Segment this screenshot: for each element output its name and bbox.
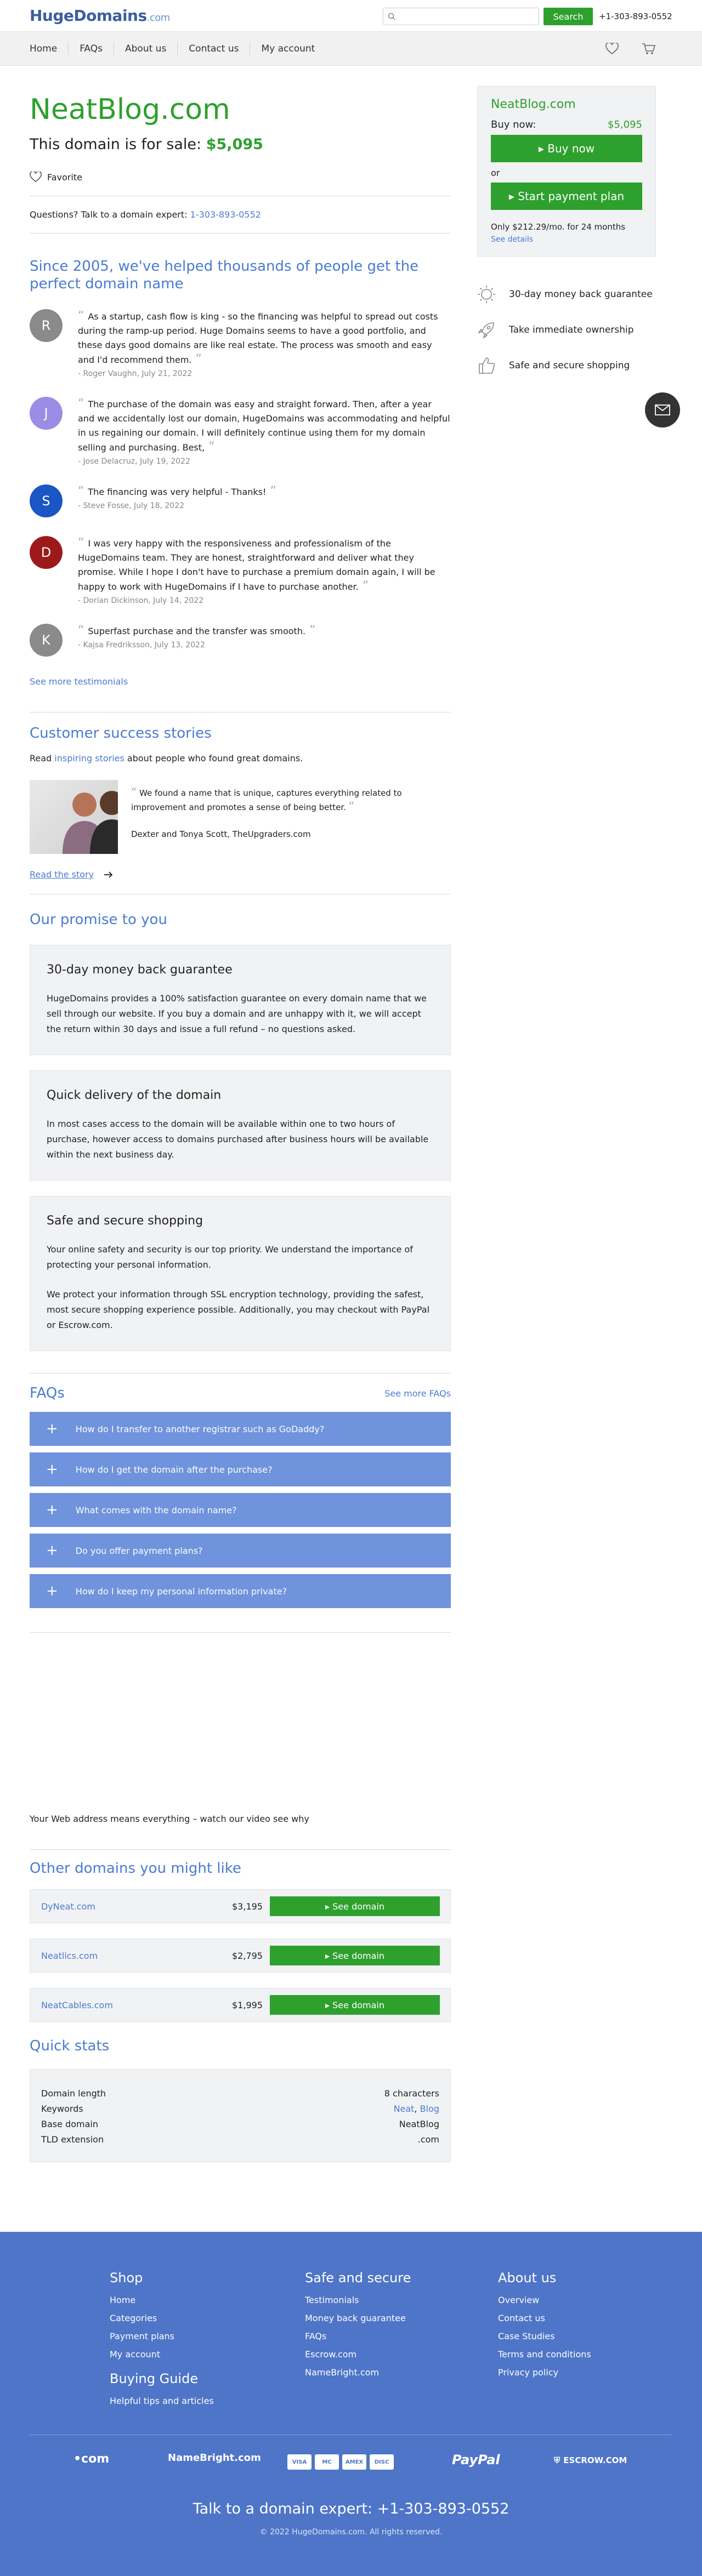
- footer-logos: [0, 2452, 702, 2474]
- footer-guide-title: Buying Guide: [110, 2371, 199, 2386]
- plus-icon: +: [46, 1461, 58, 1478]
- sale-line: [30, 136, 451, 153]
- promise-box: [30, 1196, 451, 1351]
- faq-item[interactable]: [30, 1493, 451, 1527]
- close-quote-icon: ”: [191, 352, 202, 366]
- divider: [30, 712, 451, 713]
- promise-text: Your online safety and security is our top priority. We understand the importance of protecting your personal information.: [47, 1244, 413, 1270]
- mastercard-icon: MC: [315, 2454, 339, 2470]
- other-domain-row: [30, 1939, 451, 1973]
- heart-icon: [30, 172, 42, 183]
- footer-link[interactable]: Categories: [110, 2313, 157, 2323]
- main-content: [30, 93, 451, 2162]
- testimonial-quote: [78, 536, 451, 594]
- stories-intro-post: about people who found great domains.: [127, 753, 303, 763]
- other-domain-row: [30, 1988, 451, 2022]
- divider: [30, 1373, 451, 1374]
- footer-copyright: © 2022 HugeDomains.com. All rights reserved.: [259, 2528, 443, 2537]
- footer-link[interactable]: Overview: [498, 2295, 540, 2305]
- perk-label: Take immediate ownership: [509, 324, 634, 335]
- stat-row: [41, 2117, 439, 2132]
- stat-label: Keywords: [41, 2104, 83, 2114]
- escrow-logo-text: ESCROW.COM: [563, 2455, 627, 2465]
- search-area: [383, 8, 593, 25]
- story-quote-text: We found a name that is unique, captures everything related to improvement and promotes a sense of being better.: [131, 788, 402, 812]
- plus-icon: +: [46, 1583, 58, 1599]
- sidebar-or: or: [491, 168, 500, 178]
- search-button[interactable]: Search: [544, 8, 593, 25]
- open-quote-icon: “: [78, 397, 88, 411]
- testimonial: [30, 624, 451, 657]
- paypal-logo: PayPal: [452, 2452, 500, 2467]
- promise-box: [30, 945, 451, 1055]
- inspiring-stories-link[interactable]: inspiring stories: [54, 753, 124, 763]
- stories-heading: Customer success stories: [30, 725, 212, 742]
- monthly-price: Only $212.29/mo. for 24 months: [491, 222, 626, 232]
- promise-text: HugeDomains provides a 100% satisfaction guarantee on every domain name that we sell through our website. If you buy a domain and are unhappy with it, we will accept the return within 30 days and issue a full refund – no questions asked.: [47, 993, 427, 1034]
- stat-row: [41, 2101, 439, 2117]
- stat-keywords: [394, 2101, 439, 2117]
- avatar: J: [30, 397, 63, 430]
- promise-text: We protect your information through SSL encryption technology, providing the safest, most secure shopping experience possible. Additionally, you may checkout with PayPal or Escrow.com.: [47, 1289, 430, 1330]
- story-text: [131, 780, 451, 854]
- cart-icon[interactable]: [642, 43, 656, 55]
- avatar: K: [30, 624, 63, 657]
- promise-heading: Our promise to you: [30, 911, 167, 928]
- close-quote-icon: ”: [305, 624, 316, 637]
- footer-link[interactable]: NameBright.com: [305, 2367, 380, 2378]
- footer-link[interactable]: My account: [110, 2349, 161, 2360]
- namebright-logo: NameBright.com: [168, 2452, 261, 2464]
- other-domains-heading: Other domains you might like: [30, 1860, 241, 1877]
- perk-ownership: [477, 321, 634, 339]
- questions-line: [30, 209, 451, 220]
- see-domain-button[interactable]: ▸ See domain: [270, 1896, 440, 1916]
- faqs-header: [30, 1384, 451, 1402]
- payment-cards: [287, 2454, 394, 2470]
- keyword-link[interactable]: Blog: [420, 2104, 439, 2114]
- footer-link[interactable]: Payment plans: [110, 2331, 175, 2341]
- footer-phone[interactable]: Talk to a domain expert: +1-303-893-0552: [193, 2500, 509, 2517]
- search-box: [383, 8, 539, 25]
- other-domain-price: $3,195: [232, 1901, 263, 1912]
- testimonial-body: [78, 309, 451, 378]
- open-quote-icon: “: [78, 309, 88, 323]
- main-nav: [0, 32, 702, 66]
- footer-link[interactable]: Contact us: [498, 2313, 545, 2323]
- see-more-faqs-link[interactable]: See more FAQs: [384, 1388, 451, 1399]
- footer-link[interactable]: Money back guarantee: [305, 2313, 406, 2323]
- quick-stats-heading: Quick stats: [30, 2038, 110, 2054]
- testimonial-body: [78, 624, 315, 657]
- faq-question: Do you offer payment plans?: [75, 1545, 203, 1556]
- testimonial-quote: [78, 309, 451, 367]
- amex-card-icon: AMEX: [342, 2454, 366, 2470]
- logo-text: HugeDomains: [30, 7, 147, 25]
- testimonial-text: As a startup, cash flow is king - so the financing was helpful to spread out costs during the ramp-up period. Huge Domains seems to have a good portfolio, and these days good domains are like real estate. The process was smooth and easy and I'd recommend them.: [78, 311, 438, 365]
- story-photo: [30, 780, 118, 854]
- faq-item[interactable]: [30, 1452, 451, 1486]
- top-header: [0, 0, 702, 32]
- nav-home[interactable]: Home: [30, 43, 58, 54]
- other-domain-price: $1,995: [232, 1999, 263, 2010]
- footer-link[interactable]: Home: [110, 2295, 136, 2305]
- see-more-testimonials-link[interactable]: See more testimonials: [30, 676, 128, 687]
- mail-icon: [655, 404, 670, 415]
- quick-stats-box: [30, 2069, 451, 2162]
- search-input[interactable]: [399, 9, 539, 24]
- footer-link[interactable]: Privacy policy: [498, 2367, 559, 2378]
- stat-value: NeatBlog: [399, 2119, 439, 2129]
- story-quote: “ We found a name that is unique, captures everything related to improvement and promotes a sense of being better. ”: [131, 785, 402, 813]
- sale-price: $5,095: [206, 136, 263, 153]
- testimonial-quote: [78, 397, 451, 455]
- stat-value: .com: [417, 2134, 439, 2145]
- promise-title: Quick delivery of the domain: [47, 1088, 222, 1102]
- heart-icon[interactable]: [605, 43, 619, 55]
- testimonial-list: [30, 309, 451, 657]
- stat-value: 8 characters: [384, 2088, 439, 2099]
- other-domain-link[interactable]: Neatlics.com: [41, 1950, 98, 1961]
- see-domain-button[interactable]: ▸ See domain: [270, 1946, 440, 1965]
- footer-link[interactable]: Terms and conditions: [498, 2349, 591, 2360]
- stat-label: Base domain: [41, 2119, 98, 2129]
- plus-icon: +: [46, 1421, 58, 1437]
- promise-box: [30, 1070, 451, 1181]
- close-quote-icon: ”: [266, 485, 276, 498]
- testimonial-body: [78, 536, 451, 605]
- logo-suffix: .com: [146, 12, 170, 24]
- video-text: Your Web address means everything – watch our video see why: [30, 1814, 309, 1824]
- buy-now-label: Buy now:: [491, 119, 536, 130]
- visa-card-icon: VISA: [287, 2454, 312, 2470]
- perk-label: 30-day money back guarantee: [509, 289, 653, 300]
- faq-question: How do I keep my personal information private?: [75, 1586, 287, 1597]
- sidebar-buy-line: [491, 119, 642, 130]
- promise-title: Safe and secure shopping: [47, 1214, 203, 1228]
- favorite-toggle[interactable]: [30, 172, 451, 183]
- perk-money-back: [477, 285, 653, 304]
- site-footer: [0, 2232, 702, 2576]
- testimonial: [30, 309, 451, 378]
- footer-link[interactable]: Testimonials: [305, 2295, 359, 2305]
- buy-sidebar: [477, 86, 656, 257]
- testimonial-body: [78, 397, 451, 466]
- other-domain-row: [30, 1889, 451, 1923]
- nav-faqs[interactable]: FAQs: [68, 43, 114, 55]
- promise-list: [30, 945, 451, 1351]
- avatar: R: [30, 309, 63, 342]
- stat-row: [41, 2086, 439, 2101]
- avatar: S: [30, 485, 63, 517]
- rocket-icon: [477, 321, 496, 339]
- faq-item[interactable]: [30, 1534, 451, 1568]
- stories-intro: [30, 753, 451, 763]
- testimonial-quote: [78, 624, 315, 639]
- footer-link[interactable]: Case Studies: [498, 2331, 555, 2341]
- read-story-link[interactable]: Read the story: [30, 869, 94, 880]
- questions-text: Questions? Talk to a domain expert:: [30, 209, 188, 220]
- other-domains-list: [30, 1889, 451, 2022]
- sidebar-domain: NeatBlog.com: [491, 98, 576, 111]
- perk-label: Safe and secure shopping: [509, 360, 630, 371]
- arrow-right-icon[interactable]: [104, 871, 114, 879]
- nav-contact-us[interactable]: Contact us: [177, 43, 250, 55]
- open-quote-icon: “: [78, 485, 88, 498]
- contact-mail-button[interactable]: [645, 392, 680, 428]
- other-domain-link[interactable]: NeatCables.com: [41, 1999, 113, 2010]
- testimonial-text: Superfast purchase and the transfer was smooth.: [88, 626, 306, 636]
- faq-question: What comes with the domain name?: [75, 1504, 237, 1515]
- close-quote-icon: ”: [205, 440, 215, 454]
- see-domain-button[interactable]: ▸ See domain: [270, 1995, 440, 2015]
- questions-phone-link[interactable]: 1-303-893-0552: [190, 209, 261, 220]
- couple-photo-icon: [30, 780, 118, 854]
- sidebar-price: $5,095: [608, 119, 642, 130]
- footer-col-title: About us: [498, 2270, 557, 2286]
- faq-question: How do I get the domain after the purchase?: [75, 1464, 273, 1475]
- testimonial-author: - Kajsa Fredriksson, July 13, 2022: [78, 641, 205, 649]
- testimonial-text: The purchase of the domain was easy and straight forward. Then, after a year and we accidentally lost our domain, HugeDomains was accommodating and helpful in us regaining our domain. I will definitely continue using them for my domain selling and purchasing. Best,: [78, 399, 450, 453]
- close-quote-icon: ”: [358, 579, 369, 593]
- footer-col-about: [498, 2270, 591, 2381]
- escrow-logo: [554, 2455, 627, 2465]
- story-card: [30, 780, 451, 854]
- faq-question: How do I transfer to another registrar such as GoDaddy?: [75, 1423, 325, 1434]
- domain-title: NeatBlog.com: [30, 93, 230, 126]
- see-details-link[interactable]: See details: [491, 235, 534, 244]
- footer-col-safe: [305, 2270, 411, 2381]
- plus-icon: +: [46, 1542, 58, 1559]
- footer-col-title: Shop: [110, 2270, 143, 2286]
- divider: [30, 1849, 451, 1850]
- nav-my-account[interactable]: My account: [250, 43, 326, 55]
- promise-title: 30-day money back guarantee: [47, 963, 233, 977]
- open-quote-icon: “: [78, 624, 88, 637]
- faq-item[interactable]: [30, 1574, 451, 1608]
- testimonial: [30, 485, 451, 517]
- money-back-icon: [477, 285, 496, 304]
- testimonial-body: [78, 485, 276, 517]
- avatar: D: [30, 536, 63, 569]
- testimonial-author: - Roger Vaughn, July 21, 2022: [78, 369, 193, 378]
- faq-list: [30, 1412, 451, 1608]
- header-phone[interactable]: +1-303-893-0552: [599, 12, 672, 21]
- thumbs-up-icon: [477, 356, 496, 375]
- footer-col-shop: [110, 2270, 214, 2410]
- testimonial: [30, 397, 451, 466]
- shield-icon: ⛨: [554, 2455, 561, 2465]
- divider: [30, 1632, 451, 1633]
- sale-text: This domain is for sale:: [30, 136, 202, 153]
- keyword-link[interactable]: Neat: [393, 2104, 415, 2114]
- footer-guide-link[interactable]: Helpful tips and articles: [110, 2396, 214, 2406]
- nav-about-us[interactable]: About us: [114, 43, 177, 55]
- footer-link[interactable]: FAQs: [305, 2331, 327, 2341]
- stat-row: [41, 2132, 439, 2147]
- testimonial-author: - Dorian Dickinson, July 14, 2022: [78, 596, 204, 605]
- promise-text: In most cases access to the domain will be available within one to two hours of purchase, however access to domains purchased after business hours will be available within the next business day.: [47, 1119, 429, 1160]
- stories-intro-pre: Read: [30, 753, 52, 763]
- testimonial-author: - Jose Delacruz, July 19, 2022: [78, 457, 190, 466]
- discover-card-icon: DISC: [370, 2454, 394, 2470]
- testimonial: [30, 536, 451, 605]
- plus-icon: +: [46, 1502, 58, 1518]
- testimonial-author: - Steve Fosse, July 18, 2022: [78, 501, 185, 510]
- faqs-heading: FAQs: [30, 1385, 65, 1401]
- other-domain-link[interactable]: DyNeat.com: [41, 1901, 95, 1912]
- testimonial-text: The financing was very helpful - Thanks!: [88, 487, 267, 497]
- testimonials-heading: Since 2005, we've helped thousands of people get the perfect domain name: [30, 258, 419, 292]
- site-logo[interactable]: [30, 7, 170, 25]
- story-author: Dexter and Tonya Scott, TheUpgraders.com: [131, 829, 311, 839]
- buy-now-button[interactable]: ▸ Buy now: [491, 135, 642, 162]
- footer-link[interactable]: Escrow.com: [305, 2349, 357, 2360]
- nav-icons: [605, 43, 656, 55]
- stat-label: TLD extension: [41, 2134, 104, 2145]
- read-story-row: [30, 869, 451, 880]
- search-icon: [388, 13, 395, 20]
- favorite-label: Favorite: [47, 172, 82, 183]
- faq-item[interactable]: [30, 1412, 451, 1446]
- open-quote-icon: “: [78, 536, 88, 550]
- other-domain-price: $2,795: [232, 1950, 263, 1961]
- stat-label: Domain length: [41, 2088, 106, 2099]
- footer-col-title: Safe and secure: [305, 2270, 411, 2286]
- dotcom-logo: •com: [73, 2452, 110, 2466]
- start-payment-plan-button[interactable]: ▸ Start payment plan: [491, 183, 642, 210]
- keyword-separator: ,: [414, 2104, 420, 2114]
- testimonial-text: I was very happy with the responsiveness and professionalism of the HugeDomains team. They are honest, straightforward and deliver what they promise. While I hope I don't have to purchase a premium domain again, I will be happy to work with HugeDomains if I have to purchase another.: [78, 538, 435, 592]
- testimonial-quote: [78, 485, 276, 499]
- perk-secure: [477, 356, 630, 375]
